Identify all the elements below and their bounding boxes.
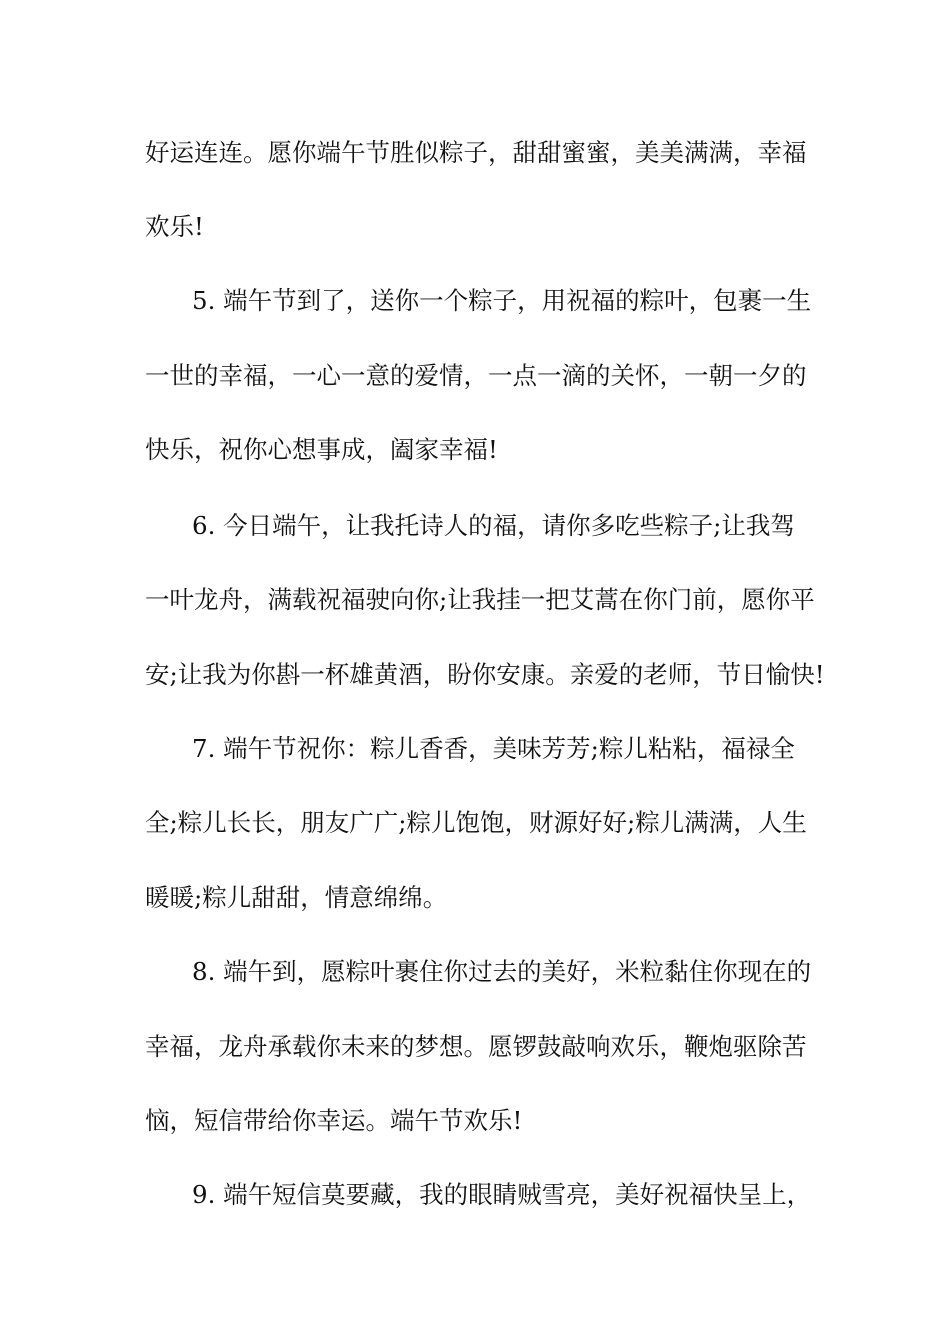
text-line: 好运连连。愿你端午节胜似粽子，甜甜蜜蜜，美美满满，幸福 <box>145 138 807 167</box>
text-line: 欢乐! <box>145 212 204 241</box>
paragraph-6-start: 6. 今日端午，让我托诗人的福，请你多吃些粽子;让我驾 <box>192 511 795 540</box>
text-line: 快乐，祝你心想事成，阖家幸福! <box>145 435 498 464</box>
text-line: 一叶龙舟，满载祝福驶向你;让我挂一把艾蒿在你门前，愿你平 <box>145 585 815 614</box>
paragraph-8-start: 8. 端午到，愿粽叶裹住你过去的美好，米粒黏住你现在的 <box>192 957 812 986</box>
text-line: 恼，短信带给你幸运。端午节欢乐! <box>145 1106 523 1135</box>
text-line: 幸福，龙舟承载你未来的梦想。愿锣鼓敲响欢乐，鞭炮驱除苦 <box>145 1032 807 1061</box>
paragraph-5-start: 5. 端午节到了，送你一个粽子，用祝福的粽叶，包裹一生 <box>192 286 812 315</box>
text-line: 全;粽儿长长，朋友广广;粽儿饱饱，财源好好;粽儿满满，人生 <box>145 808 807 837</box>
paragraph-9-start: 9. 端午短信莫要藏，我的眼睛贼雪亮，美好祝福快呈上， <box>192 1180 812 1209</box>
text-line: 安;让我为你斟一杯雄黄酒，盼你安康。亲爱的老师，节日愉快! <box>145 660 825 689</box>
text-line: 一世的幸福，一心一意的爱情，一点一滴的关怀，一朝一夕的 <box>145 361 807 390</box>
paragraph-7-start: 7. 端午节祝你：粽儿香香，美味芳芳;粽儿粘粘，福禄全 <box>192 734 795 763</box>
text-line: 暖暖;粽儿甜甜，情意绵绵。 <box>145 883 448 912</box>
